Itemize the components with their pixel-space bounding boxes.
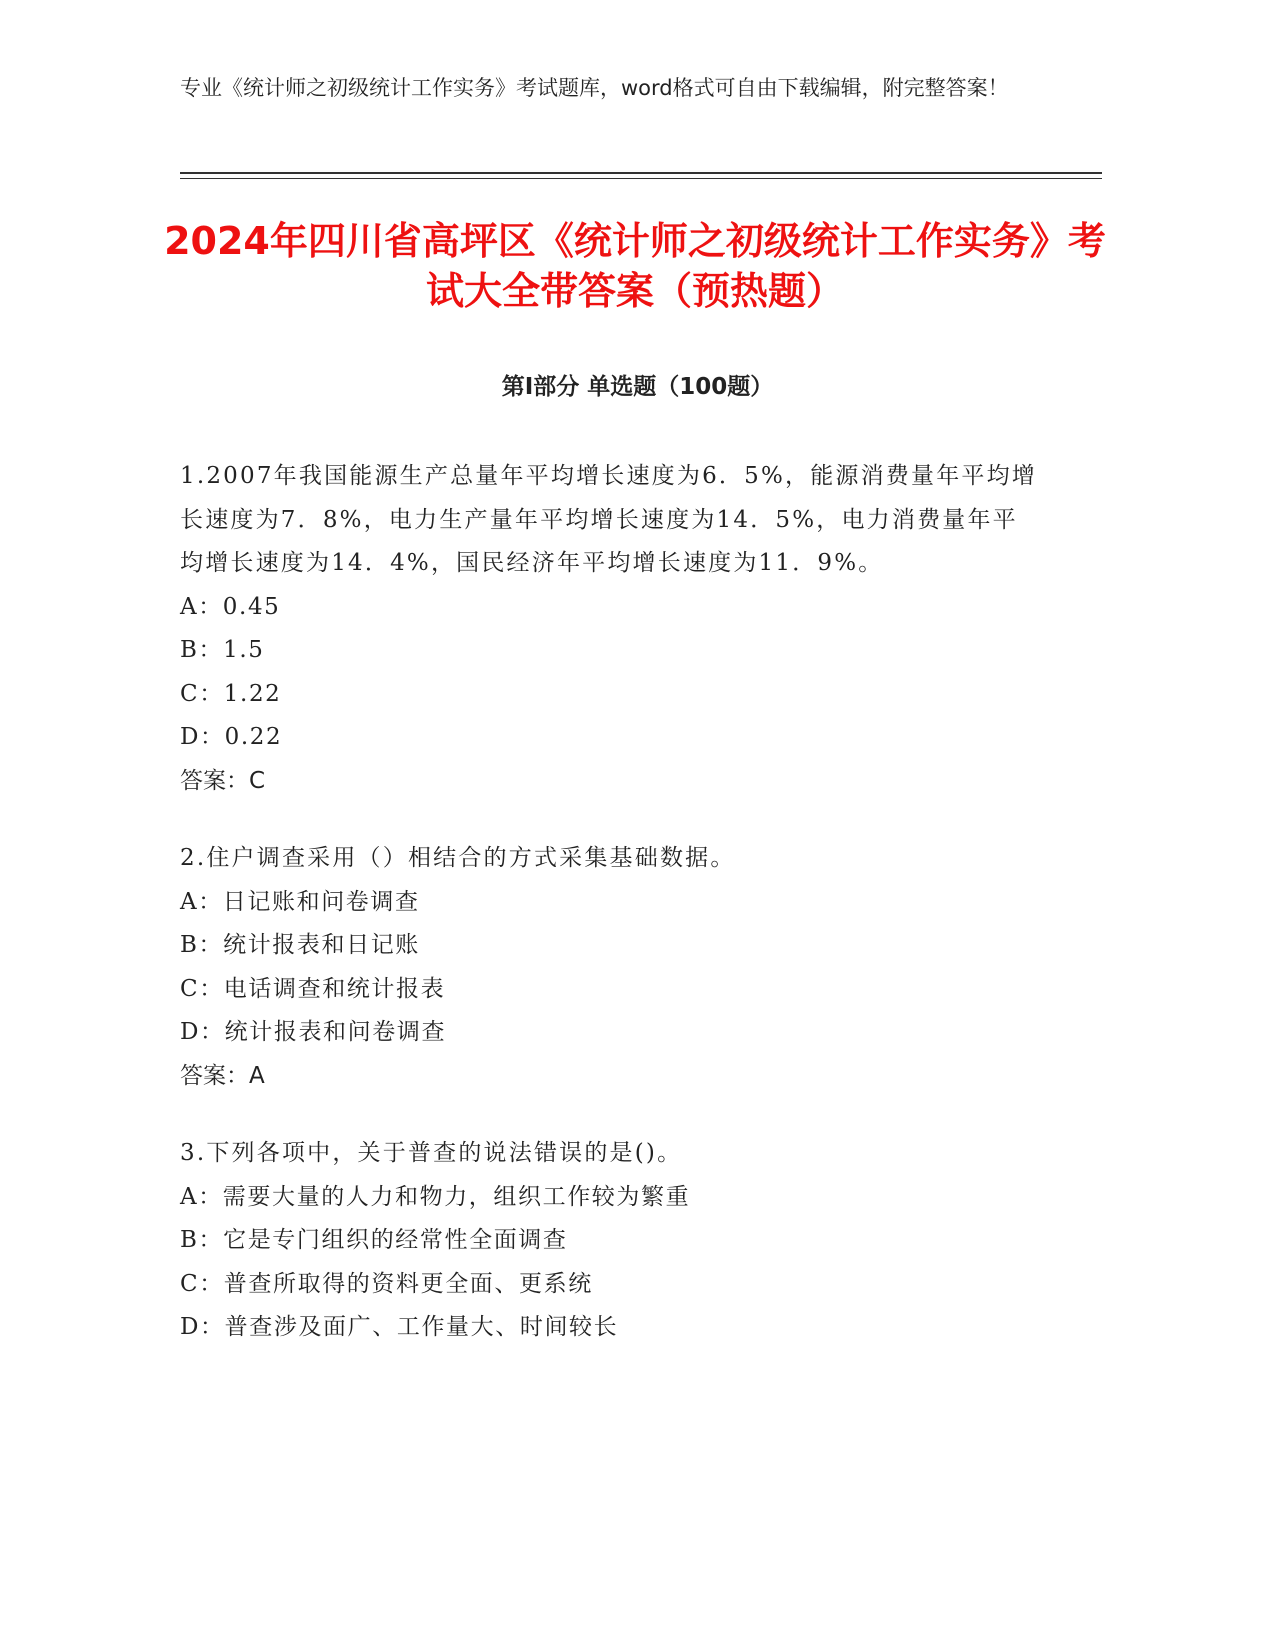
option-a: A：日记账和问卷调查 xyxy=(180,888,420,915)
question-1 xyxy=(180,455,1040,803)
option-d: D：0.22 xyxy=(180,724,283,750)
header-divider-thick xyxy=(180,172,1102,174)
option-a: A：需要大量的人力和物力，组织工作较为繁重 xyxy=(180,1183,691,1210)
header-note: 专业《统计师之初级统计工作实务》考试题库，word格式可自由下载编辑，附完整答案！ xyxy=(180,76,1009,100)
question-2 xyxy=(180,837,1040,1098)
document-title: 2024年四川省高坪区《统计师之初级统计工作实务》考试大全带答案（预热题） xyxy=(164,219,1106,313)
question-stem: 2.住户调查采用（）相结合的方式采集基础数据。 xyxy=(180,845,736,871)
answer-line: 答案：C xyxy=(180,767,266,794)
option-d: D：统计报表和问卷调查 xyxy=(180,1019,447,1045)
option-b: B：统计报表和日记账 xyxy=(180,932,420,958)
option-c: C：1.22 xyxy=(180,680,282,707)
answer-line: 答案：A xyxy=(180,1062,265,1089)
option-d: D：普查涉及面广、工作量大、时间较长 xyxy=(180,1314,619,1340)
question-list xyxy=(180,455,1040,1384)
option-b: B：它是专门组织的经常性全面调查 xyxy=(180,1227,568,1253)
header-divider-thin xyxy=(180,178,1102,179)
option-b: B：1.5 xyxy=(180,637,265,663)
section-heading: 第Ⅰ部分 单选题（100题） xyxy=(501,374,774,400)
question-3 xyxy=(180,1132,1040,1350)
option-c: C：普查所取得的资料更全面、更系统 xyxy=(180,1270,593,1297)
option-c: C：电话调查和统计报表 xyxy=(180,975,446,1002)
question-stem: 1.2007年我国能源生产总量年平均增长速度为6．5%，能源消费量年平均增长速度为7．8%，电力生产量年平均增长速度为14．5%，电力消费量年平均增长速度为14．4%，国民经济年平均增长速度为11．9%。 xyxy=(180,463,1037,576)
question-stem: 3.下列各项中，关于普查的说法错误的是()。 xyxy=(180,1140,683,1166)
option-a: A：0.45 xyxy=(180,593,281,620)
